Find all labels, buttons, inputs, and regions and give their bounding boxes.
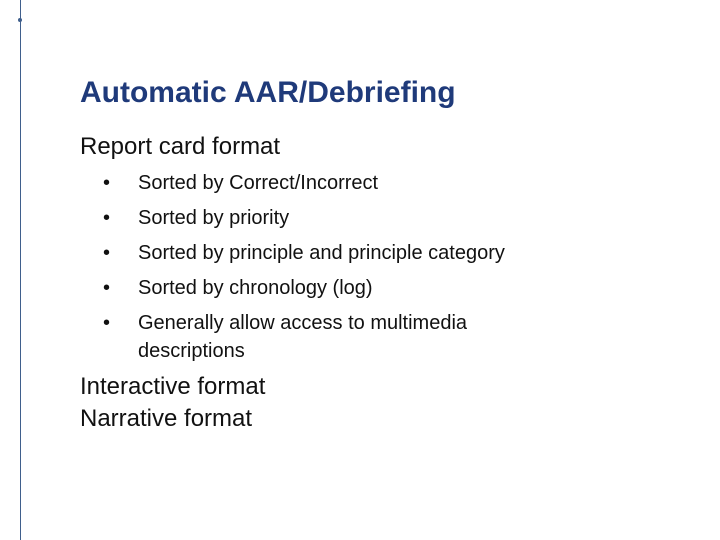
bullet-icon: • — [103, 172, 111, 194]
report-card-bullet-list — [80, 169, 680, 365]
bullet-item — [103, 274, 680, 302]
bullet-item — [103, 169, 680, 197]
bullet-text: Sorted by principle and principle category — [138, 242, 505, 264]
corner-dot — [18, 18, 22, 22]
section-heading-narrative: Narrative format — [80, 405, 253, 432]
bullet-item — [103, 309, 680, 365]
bullet-icon: • — [103, 277, 111, 299]
left-vertical-rule — [20, 0, 21, 540]
bullet-icon: • — [103, 242, 111, 264]
section-heading-report-card: Report card format — [80, 133, 281, 160]
bullet-text: Sorted by Correct/Incorrect — [138, 172, 379, 194]
bullet-icon: • — [103, 207, 111, 229]
bullet-item — [103, 239, 680, 267]
section-heading-interactive: Interactive format — [80, 373, 266, 400]
slide-title: Automatic AAR/Debriefing — [80, 76, 456, 109]
slide-content — [80, 131, 680, 435]
bullet-text: Sorted by chronology (log) — [138, 277, 373, 299]
bullet-text: Sorted by priority — [138, 207, 290, 229]
bullet-text: Generally allow access to multimedia descriptions — [138, 312, 468, 362]
bullet-icon: • — [103, 312, 111, 334]
bullet-item — [103, 204, 680, 232]
